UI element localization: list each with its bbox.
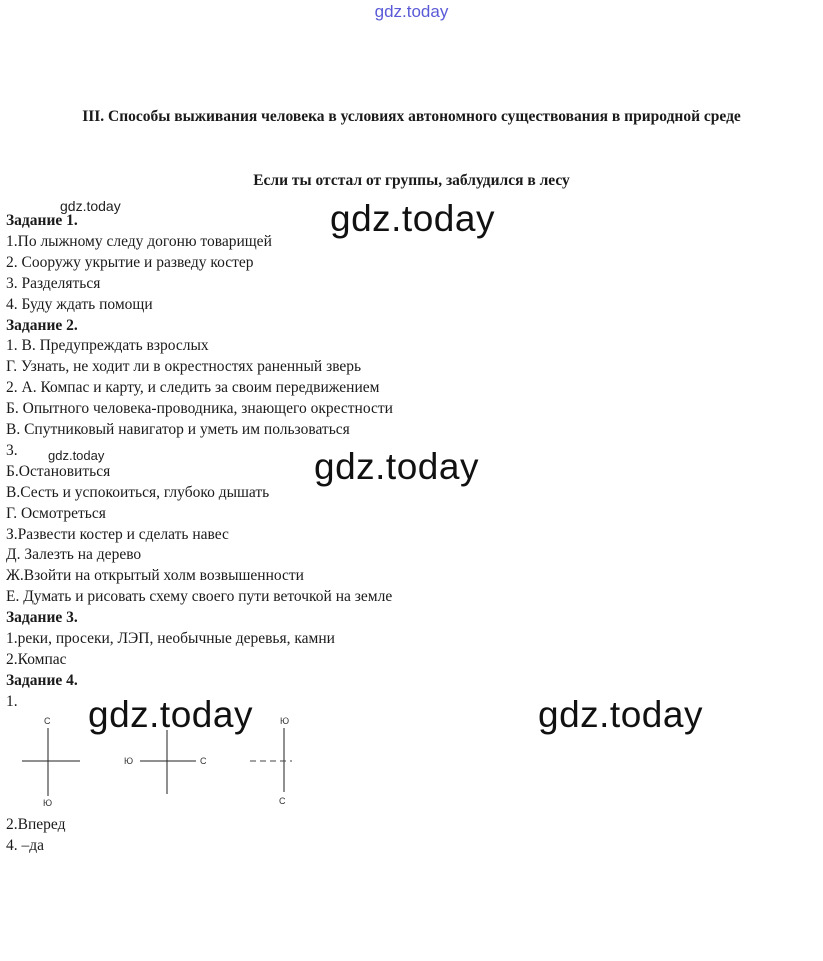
task-heading: Задание 2.: [6, 316, 78, 334]
compass-2-west-label: Ю: [124, 756, 134, 766]
compass-1-north-label: С: [44, 716, 51, 726]
answer-line: 4. –да: [6, 837, 45, 854]
compass-2-east-label: С: [200, 756, 207, 766]
answer-line: В.Сесть и успокоиться, глубоко дышать: [6, 483, 270, 501]
answer-line: Г. Осмотреться: [6, 504, 106, 522]
answer-line: 2. А. Компас и карту, и следить за своим передвижением: [6, 379, 380, 397]
task-heading: Задание 4.: [6, 671, 78, 689]
compass-diagram-2: [124, 730, 207, 794]
answer-line: З.Развести костер и сделать навес: [6, 525, 229, 543]
watermark-large-2: gdz.today: [314, 446, 479, 487]
answer-line: 3. Разделяться: [6, 274, 101, 292]
top-watermark: gdz.today: [374, 2, 449, 21]
watermark-small-1: gdz.today: [60, 198, 121, 214]
watermark-large-1: gdz.today: [330, 198, 495, 239]
answer-line: Ж.Взойти на открытый холм возвышенности: [6, 567, 304, 585]
answer-line: 2. Сооружу укрытие и разведу костер: [6, 253, 254, 271]
page-title: III. Способы выживания человека в условиях автономного существования в природной среде: [82, 108, 741, 125]
answer-line: 1. В. Предупреждать взрослых: [6, 337, 209, 355]
watermark-small-2: gdz.today: [48, 448, 105, 463]
answer-line: Б. Опытного человека-проводника, знающего окрестности: [6, 400, 393, 418]
answer-line: Е. Думать и рисовать схему своего пути веточкой на земле: [6, 588, 393, 606]
answer-line: 4. Буду ждать помощи: [6, 295, 153, 313]
answer-line: 1.реки, просеки, ЛЭП, необычные деревья, камни: [6, 630, 335, 647]
answer-line: Г. Узнать, не ходит ли в окрестностях раненный зверь: [6, 358, 362, 376]
compass-diagram-1: [22, 716, 80, 808]
answer-line: 2.Компас: [6, 650, 67, 668]
compass-3-south-label: С: [279, 796, 286, 806]
answer-line: В. Спутниковый навигатор и уметь им пользоваться: [6, 421, 350, 438]
page-subtitle: Если ты отстал от группы, заблудился в лесу: [253, 172, 570, 189]
watermark-large-3: gdz.today: [88, 694, 253, 735]
answer-line: 3.: [6, 441, 18, 459]
compass-1-south-label: Ю: [43, 798, 53, 808]
compass-diagram-3: [250, 716, 292, 806]
answer-line: Б.Остановиться: [6, 462, 111, 480]
task-heading: Задание 1.: [6, 212, 78, 229]
compass-3-north-label: Ю: [280, 716, 290, 726]
task-heading: Задание 3.: [6, 609, 78, 627]
answer-line: 1.: [6, 692, 18, 710]
answer-line: 2.Вперед: [6, 816, 66, 833]
answer-line: 1.По лыжному следу догоню товарищей: [6, 232, 272, 250]
answer-line: Д. Залезть на дерево: [6, 546, 142, 564]
watermark-large-4: gdz.today: [538, 694, 703, 735]
